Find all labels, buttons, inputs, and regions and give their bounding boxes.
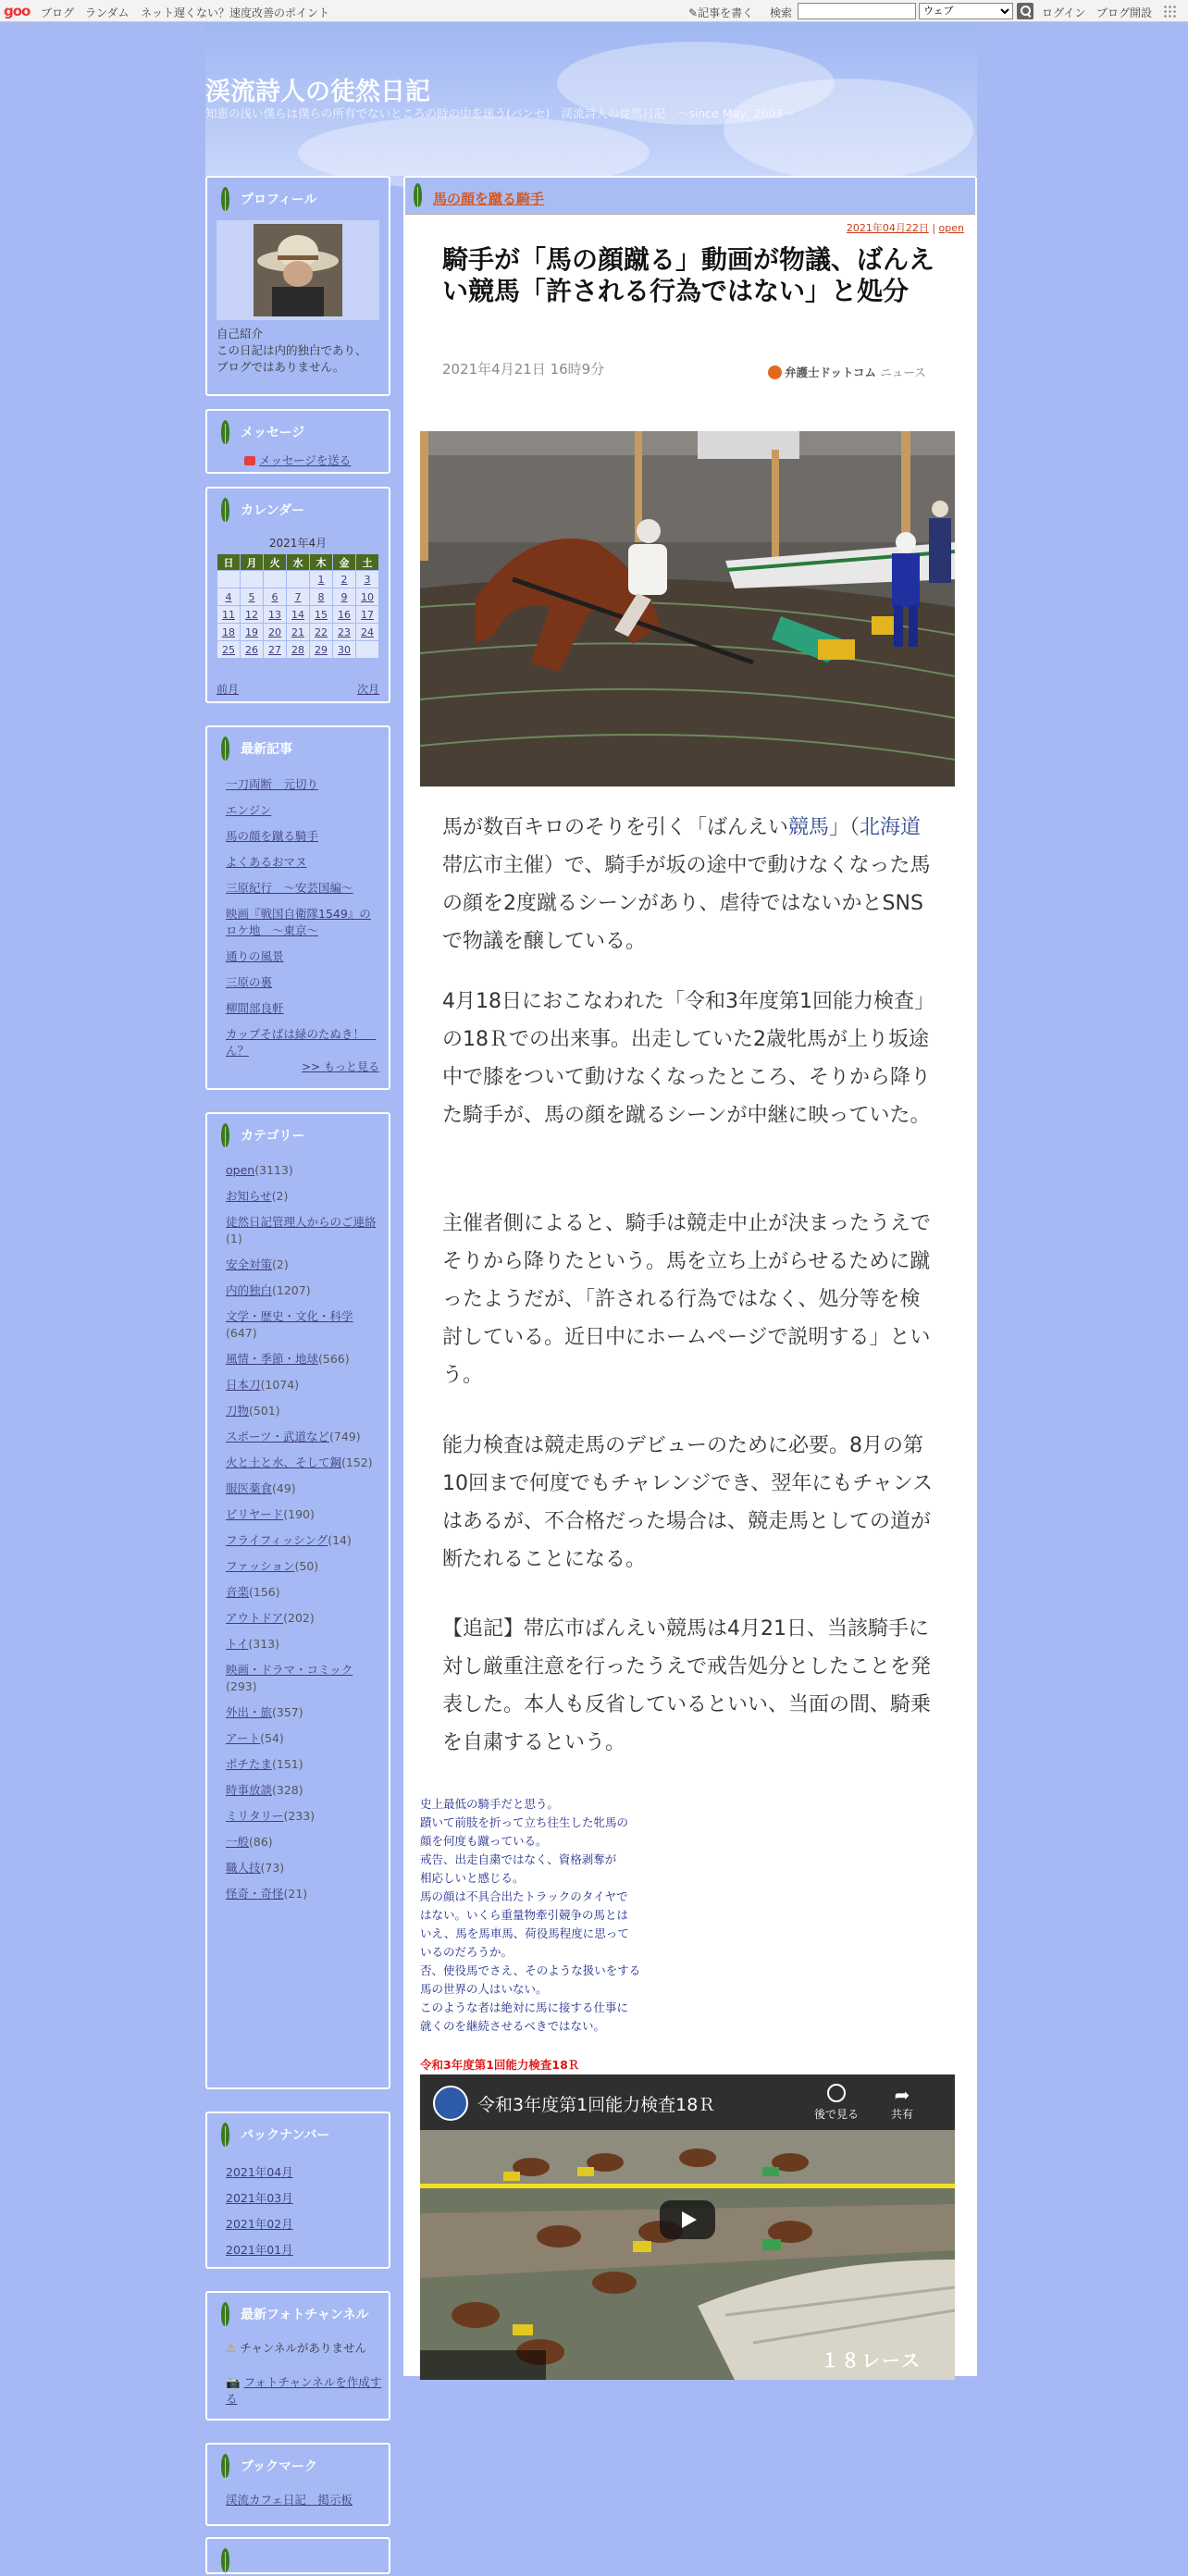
comment-line: 相応しいと感じる。 [420, 1871, 525, 1885]
topbar-link-random[interactable]: ランダム [85, 6, 130, 19]
category-count: (3113) [254, 1163, 293, 1177]
search-label: 検索 [770, 6, 793, 19]
article-published-date: 2021年4月21日 16時9分 [442, 361, 605, 378]
publisher-sub: ニュース [880, 365, 926, 379]
share-label: 共有 [890, 2108, 913, 2121]
article-meta [847, 220, 964, 235]
article-paragraph: 能力検査は競走馬のデビューのために必要。8月の第10回まで何度でもチャレンジでき、翌年にもチャンスはあるが、不合格だった場合は、競走馬としての道が断たれることになる。 [442, 1434, 934, 1571]
goo-logo[interactable]: goo [4, 3, 31, 19]
article-paragraph: 主催者側によると、騎手は競走中止が決まったうえでそりから降りたという。馬を立ち上がらせるために蹴ったようだが、「許される行為ではなく、処分等を検討している。近日中にホームページで説明する」という。 [442, 1212, 932, 1387]
article-paragraph [442, 809, 940, 960]
calendar-next-link[interactable]: 次月 [356, 683, 379, 696]
calendar-day[interactable]: 22 [310, 624, 333, 641]
category-count: (73) [260, 1861, 285, 1875]
comment-line: 蹟いて前肢を折って立ち往生した牝馬の [420, 1815, 629, 1829]
recent-articles-heading: 最新記事 [215, 735, 292, 764]
categories-heading: カテゴリー [215, 1121, 304, 1151]
calendar-day[interactable]: 15 [310, 606, 333, 624]
category-link[interactable]: 映画・ドラマ・コミック [226, 1663, 353, 1677]
category-link[interactable]: ポチたま [226, 1757, 273, 1771]
pencil-icon: ✎ [688, 6, 699, 19]
publisher-logo [768, 364, 926, 380]
no-channel-text: チャンネルがありません [240, 2341, 366, 2355]
weekday: 火 [264, 554, 287, 571]
calendar-day[interactable]: 2 [333, 571, 356, 588]
bookmark-link[interactable]: 渓流カフェ日記 掲示板 [226, 2493, 353, 2507]
calendar-day[interactable]: 18 [217, 624, 241, 641]
recent-article-link[interactable]: カップそばは緑のたぬき！ ん？ [226, 1027, 377, 1058]
weekday: 木 [310, 554, 333, 571]
play-icon [682, 2211, 697, 2228]
recent-articles-box [205, 725, 390, 1090]
calendar-day[interactable]: 30 [333, 641, 356, 659]
weekday: 金 [333, 554, 356, 571]
article-open-category-link[interactable]: open [938, 222, 964, 234]
category-link[interactable]: 徒然日記管理人からのご連絡 [226, 1215, 377, 1229]
category-item [226, 1184, 379, 1210]
calendar-day [264, 571, 287, 588]
backnumber-link[interactable]: 2021年01月 [226, 2243, 293, 2257]
paragraph-text: 馬が数百キロのそりを引く「ばんえい [442, 816, 789, 839]
clock-icon [827, 2084, 846, 2102]
header-cloud [724, 79, 973, 180]
weekday: 土 [356, 554, 379, 571]
next-box-heading [215, 2546, 241, 2576]
calendar-day [217, 571, 241, 588]
profile-box [205, 176, 390, 396]
calendar-prev-link[interactable]: 前月 [217, 683, 240, 696]
recent-article-link[interactable]: 一刀両断 元切り [226, 777, 319, 791]
categories-box [205, 1112, 390, 2089]
calendar-day[interactable]: 5 [241, 588, 264, 606]
bookmark-heading: ブックマーク [215, 2452, 317, 2482]
recent-article-link[interactable]: エンジン [226, 803, 272, 817]
calendar-day[interactable]: 29 [310, 641, 333, 659]
category-link[interactable]: 安全対策 [226, 1257, 273, 1271]
race-number-badge: １８レース [821, 2349, 922, 2372]
paragraph-text: 」（ [829, 816, 860, 839]
create-photo-channel-link[interactable]: フォトチャンネルを作成する [226, 2375, 382, 2406]
leaf-icon [215, 2300, 233, 2330]
calendar-day[interactable]: 13 [264, 606, 287, 624]
channel-avatar[interactable] [433, 2086, 468, 2121]
comment-line: いえ、馬を馬車馬、荷役馬程度に思って [420, 1926, 629, 1940]
article-paragraph: 4月18日におこなわれた「令和3年度第1回能力検査」の18Ｒでの出来事。出走していた2歳牝馬が上り坂途中で膝をついて動けなくなったところ、そりから降りた騎手が、馬の顔を蹴るシーンが中継に映っていた。 [442, 990, 934, 1127]
calendar-day[interactable]: 9 [333, 588, 356, 606]
category-count: (152) [341, 1455, 373, 1469]
profile-text: 自己紹介 [217, 327, 264, 341]
blog-header [205, 23, 977, 176]
category-link[interactable]: フライフィッシング [226, 1533, 328, 1547]
category-item [226, 1477, 379, 1503]
send-message-link[interactable]: メッセージを送る [259, 453, 352, 467]
backnumber-link[interactable]: 2021年02月 [226, 2217, 293, 2231]
category-item [226, 1804, 379, 1830]
keyword-link-keiba[interactable]: 競馬 [788, 816, 830, 839]
category-link[interactable]: 風情・季節・地球 [226, 1352, 319, 1366]
embedded-video[interactable] [420, 2074, 955, 2380]
category-item [226, 1778, 379, 1804]
category-link[interactable]: お知らせ [226, 1189, 272, 1203]
category-item [226, 1658, 379, 1701]
blog-description: 知恵の浅い僕らは僕らの所有でないところの時の中を迷う(パンセ) 渓流詩人の徒然日記 ～since May, 2003～ [205, 106, 795, 120]
category-count: (313) [248, 1637, 280, 1651]
category-count: (749) [329, 1430, 361, 1443]
comment-line: 戒告、出走自粛ではなく、資格剥奪が [420, 1852, 617, 1866]
calendar-day[interactable]: 17 [356, 606, 379, 624]
photo-channel-box [205, 2291, 390, 2421]
camera-icon: 📷 [226, 2375, 241, 2389]
category-item [226, 1606, 379, 1632]
calendar-day[interactable]: 6 [264, 588, 287, 606]
category-link[interactable]: スポーツ・武道など [226, 1430, 330, 1443]
profile-text: この日記は内的独白であり、 [217, 343, 367, 357]
top-bar [0, 0, 1188, 22]
weekday: 水 [287, 554, 310, 571]
calendar-day[interactable]: 4 [217, 588, 241, 606]
recent-article-link[interactable]: 三原の裏 [226, 975, 273, 989]
calendar-table [217, 553, 379, 659]
leaf-icon [215, 735, 233, 764]
category-link[interactable]: アウトドア [226, 1611, 284, 1625]
category-link[interactable]: 服医薬食 [226, 1481, 273, 1495]
category-item [226, 1752, 379, 1778]
calendar-day[interactable]: 3 [356, 571, 379, 588]
watch-later-label: 後で見る [813, 2108, 859, 2121]
comment-line: 否、使役馬でさえ、そのような扱いをする [420, 1963, 641, 1977]
category-item [226, 1253, 379, 1279]
bookmark-box [205, 2443, 390, 2526]
category-item [226, 1158, 379, 1184]
category-link[interactable]: 文学・歴史・文化・科学 [226, 1309, 353, 1323]
calendar-box [205, 487, 390, 703]
category-item [226, 1279, 379, 1305]
comment-line: いるのだろうか。 [420, 1945, 514, 1959]
article-paragraph: 【追記】帯広市ばんえい競馬は4月21日、当該騎手に対し厳重注意を行ったうえで戒告処分としたことを発表した。本人も反省しているといい、当面の間、騎乗を自粛するという。 [442, 1617, 932, 1754]
share-button[interactable] [879, 2084, 925, 2122]
category-item [226, 1347, 379, 1373]
calendar-day[interactable]: 27 [264, 641, 287, 659]
blog-title[interactable]: 渓流詩人の徒然日記 [205, 78, 430, 106]
weekday: 月 [241, 554, 264, 571]
category-item [226, 1856, 379, 1882]
category-count: (151) [272, 1757, 303, 1771]
category-item [226, 1451, 379, 1477]
calendar-day[interactable]: 11 [217, 606, 241, 624]
recent-article-link[interactable]: 通りの風景 [226, 949, 284, 963]
category-count: (1074) [260, 1378, 300, 1392]
search-input[interactable] [798, 3, 916, 19]
calendar-day[interactable]: 14 [287, 606, 310, 624]
category-count: (2) [271, 1189, 289, 1203]
keyword-link-hokkaido[interactable]: 北海道 [860, 816, 922, 839]
comment-line: 馬の顔は不具合出たトラックのタイヤで [420, 1889, 628, 1903]
comment-line: このような者は絶対に馬に接する仕事に [420, 2000, 629, 2014]
calendar-day [356, 641, 379, 659]
leaf-icon [215, 185, 233, 215]
calendar-day[interactable]: 25 [217, 641, 241, 659]
leaf-icon [215, 496, 233, 526]
next-box [205, 2537, 390, 2574]
meta-separator: | [928, 222, 939, 234]
comment-line: 馬の世界の人はいない。 [420, 1982, 548, 1996]
category-count: (501) [249, 1404, 280, 1418]
category-count: (1207) [272, 1283, 311, 1297]
category-item [226, 1830, 379, 1856]
category-link[interactable]: 怪奇・奇怪 [226, 1887, 284, 1901]
share-icon: ➦ [894, 2084, 910, 2106]
category-link[interactable]: 一般 [226, 1835, 250, 1849]
apps-grid-icon[interactable] [1163, 5, 1176, 18]
category-count: (1) [226, 1232, 242, 1245]
category-item [226, 1632, 379, 1658]
article-column [403, 176, 977, 2376]
category-link[interactable]: ファッション [226, 1559, 295, 1573]
calendar-day[interactable]: 10 [356, 588, 379, 606]
profile-heading: プロフィール [215, 185, 317, 215]
leaf-icon [215, 2546, 233, 2576]
recent-article-link[interactable]: 三原紀行 〜安芸国編〜 [226, 881, 353, 895]
backnumber-heading: バックナンバー [215, 2121, 329, 2150]
calendar-day[interactable]: 16 [333, 606, 356, 624]
category-link[interactable]: アート [226, 1731, 261, 1745]
calendar-month: 2021年4月 [268, 537, 328, 550]
category-count: (566) [318, 1352, 350, 1366]
categories-list [226, 1158, 379, 1908]
recent-article-link[interactable]: 柳間部良軒 [226, 1001, 284, 1015]
category-link[interactable]: 火と土と水、そして鋼 [226, 1455, 342, 1469]
publisher-name: 弁護士ドットコム [785, 365, 877, 379]
category-link[interactable]: トイ [226, 1637, 249, 1651]
article-category-link[interactable]: 馬の顔を蹴る騎手 [433, 191, 545, 207]
paragraph-text: 帯広市主催）で、騎手が坂の途中で動けなくなった馬の顔を2度蹴るシーンがあり、虐待ではないかとSNSで物議を醸している。 [442, 854, 931, 953]
calendar-day [287, 571, 310, 588]
watch-later-button[interactable] [809, 2084, 864, 2122]
topbar-link-speed[interactable]: ネット遅くない？速度改善のポイント [141, 6, 330, 19]
backnumber-link[interactable]: 2021年03月 [226, 2191, 293, 2205]
category-link[interactable]: ビリヤード [226, 1507, 284, 1521]
leaf-icon [215, 2121, 233, 2150]
category-item [226, 1882, 379, 1908]
calendar-day[interactable]: 24 [356, 624, 379, 641]
category-count: (156) [249, 1585, 280, 1599]
login-link[interactable]: ログイン [1042, 6, 1086, 19]
category-link[interactable]: 音楽 [226, 1585, 250, 1599]
comment-line: はない。いくら重量物牽引競争の馬とは [420, 1908, 629, 1922]
search-icon[interactable] [1017, 3, 1033, 19]
category-item [226, 1529, 379, 1554]
category-count: (21) [283, 1887, 308, 1901]
recent-articles-list [226, 772, 379, 1064]
category-count: (86) [249, 1835, 273, 1849]
calendar-day[interactable]: 19 [241, 624, 264, 641]
calendar-day [241, 571, 264, 588]
more-articles-link[interactable]: >> もっと見る [302, 1060, 379, 1073]
calendar-heading: カレンダー [215, 496, 304, 526]
publisher-mark-icon [768, 365, 782, 379]
leaf-icon [215, 418, 233, 448]
leaf-icon [407, 181, 426, 211]
category-count: (190) [283, 1507, 315, 1521]
category-item [226, 1727, 379, 1752]
video-title[interactable]: 令和3年度第1回能力検査18Ｒ [477, 2095, 716, 2115]
message-heading: メッセージ [215, 418, 304, 448]
category-link[interactable]: 外出・旅 [226, 1705, 273, 1719]
mail-icon [244, 456, 255, 465]
category-item [226, 1554, 379, 1580]
category-item [226, 1399, 379, 1425]
category-count: (357) [272, 1705, 303, 1719]
comment-line: 史上最低の騎手だと思う。 [420, 1797, 560, 1811]
topbar-link-blog[interactable]: ブログ [41, 6, 75, 19]
category-link[interactable]: ミリタリー [226, 1809, 284, 1823]
category-count: (647) [226, 1326, 257, 1340]
video-label: 令和3年度第1回能力検査18Ｒ [420, 2058, 580, 2072]
article-date-link[interactable]: 2021年04月22日 [846, 222, 929, 234]
calendar-day[interactable]: 21 [287, 624, 310, 641]
category-link[interactable]: 刀物 [226, 1404, 250, 1418]
category-item [226, 1305, 379, 1347]
comment-line: 就くのを継続させるべきではない。 [420, 2019, 606, 2033]
category-count: (233) [283, 1809, 316, 1823]
recent-article-link[interactable]: 映画『戦国自衛隊1549』のロケ地 〜東京〜 [226, 907, 371, 937]
warning-icon: ⚠ [226, 2341, 237, 2355]
category-item [226, 1373, 379, 1399]
category-link[interactable]: 内的独白 [226, 1283, 273, 1297]
leaf-icon [215, 2452, 233, 2482]
video-corner-overlay [420, 2350, 546, 2380]
calendar-day[interactable]: 1 [310, 571, 333, 588]
backnumber-link[interactable]: 2021年04月 [226, 2165, 293, 2179]
comment-line: 顔を何度も蹴っている。 [420, 1834, 548, 1848]
author-comment [420, 1795, 698, 2036]
category-count: (50) [294, 1559, 319, 1573]
open-blog-link[interactable]: ブログ開設 [1096, 6, 1153, 19]
recent-article-link[interactable]: 馬の顔を蹴る騎手 [226, 829, 319, 843]
category-item [226, 1425, 379, 1451]
category-count: (2) [272, 1257, 289, 1271]
article-title: 騎手が「馬の顔蹴る」動画が物議、ばんえい競馬「許される行為ではない」と処分 [442, 244, 935, 307]
calendar-day[interactable]: 26 [241, 641, 264, 659]
category-link[interactable]: 職人技 [226, 1861, 261, 1875]
write-article-link[interactable]: ✎記事を書く [688, 6, 754, 19]
play-button[interactable] [660, 2200, 715, 2239]
calendar-day[interactable]: 20 [264, 624, 287, 641]
category-count: (293) [226, 1679, 257, 1693]
category-count: (14) [328, 1533, 352, 1547]
calendar-day[interactable]: 7 [287, 588, 310, 606]
calendar-day[interactable]: 28 [287, 641, 310, 659]
category-count: (49) [272, 1481, 296, 1495]
article-photo [420, 431, 955, 786]
avatar[interactable] [217, 220, 379, 320]
weekday: 日 [217, 554, 241, 571]
recent-article-link[interactable]: よくあるおマヌ [226, 855, 307, 869]
category-item [226, 1210, 379, 1253]
category-count: (54) [260, 1731, 284, 1745]
category-item [226, 1580, 379, 1606]
category-link[interactable]: open [226, 1163, 255, 1177]
category-count: (202) [283, 1611, 315, 1625]
category-bar [405, 178, 975, 215]
backnumber-box [205, 2112, 390, 2269]
search-scope-select[interactable] [919, 3, 1013, 19]
calendar-day[interactable]: 8 [310, 588, 333, 606]
category-link[interactable]: 日本刀 [226, 1378, 261, 1392]
calendar-day[interactable]: 23 [333, 624, 356, 641]
profile-text: ブログではありません。 [217, 360, 345, 374]
message-box [205, 409, 390, 474]
category-count: (328) [272, 1783, 303, 1797]
category-link[interactable]: 時事放談 [226, 1783, 273, 1797]
calendar-day[interactable]: 12 [241, 606, 264, 624]
leaf-icon [215, 1121, 233, 1151]
category-item [226, 1701, 379, 1727]
category-item [226, 1503, 379, 1529]
photo-channel-heading: 最新フォトチャンネル [215, 2300, 368, 2330]
